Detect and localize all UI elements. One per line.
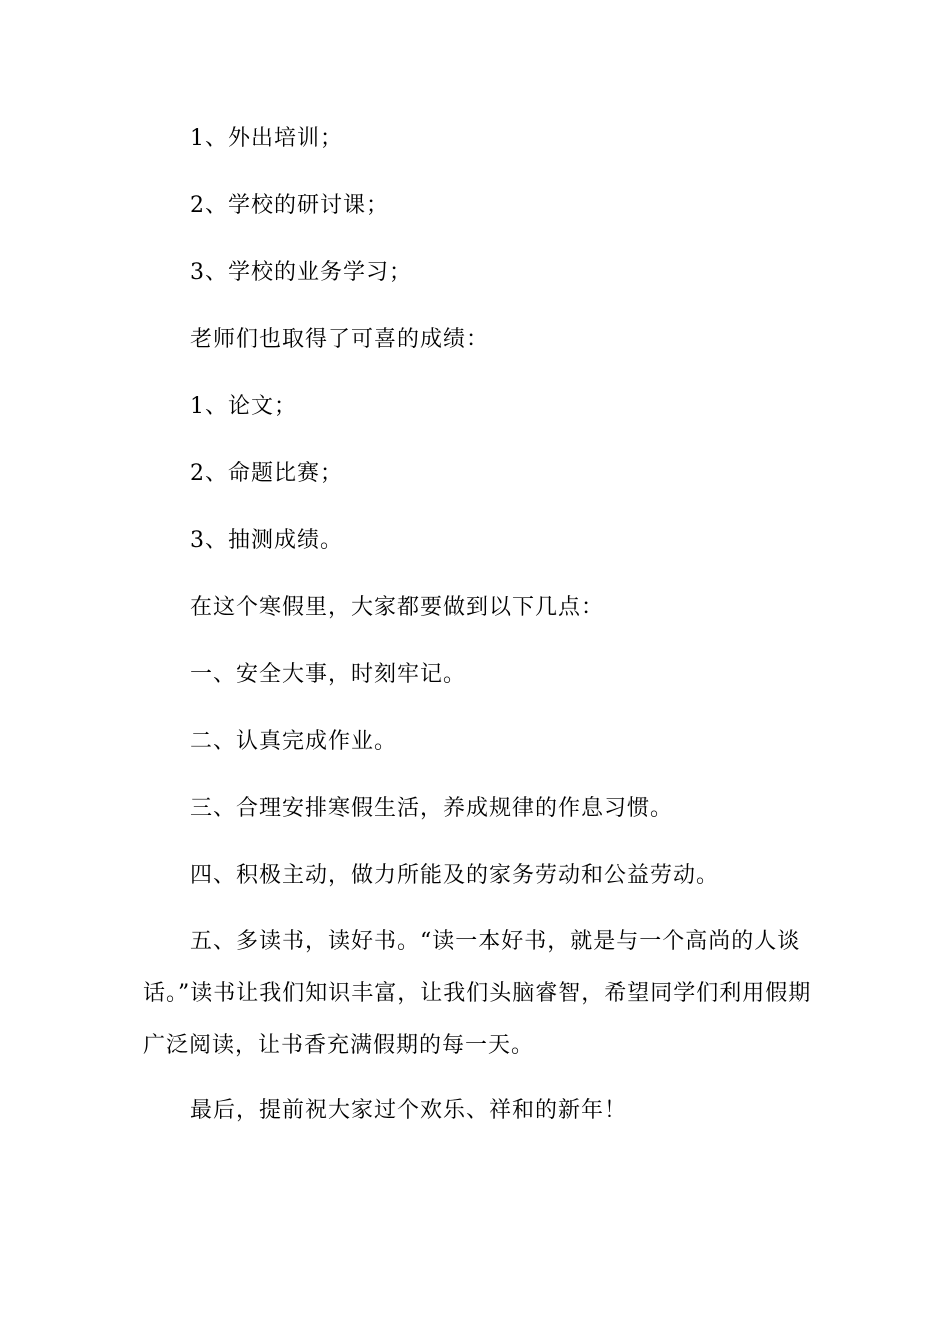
achievements-heading: 老师们也取得了可喜的成绩： — [190, 327, 490, 352]
list-item-study: 3、学校的业务学习； — [190, 260, 412, 285]
list-item-contest: 2、命题比赛； — [190, 461, 343, 486]
list-item-training: 1、外出培训； — [190, 126, 343, 151]
point-homework: 二、认真完成作业。 — [190, 729, 398, 754]
list-item-papers: 1、论文； — [190, 394, 297, 419]
point-chores: 四、积极主动，做力所能及的家务劳动和公益劳动。 — [190, 863, 720, 888]
point-safety: 一、安全大事，时刻牢记。 — [190, 662, 467, 687]
list-item-seminar: 2、学校的研讨课； — [190, 193, 389, 218]
closing-wishes: 最后，提前祝大家过个欢乐、祥和的新年！ — [190, 1098, 628, 1123]
list-item-tests: 3、抽测成绩。 — [190, 528, 343, 553]
point-schedule: 三、合理安排寒假生活，养成规律的作息习惯。 — [190, 796, 674, 821]
point-reading-paragraph: 五、多读书，读好书。“读一本好书，就是与一个高尚的人谈话。”读书让我们知识丰富，让我们头脑睿智，希望同学们利用假期广泛阅读，让书香充满假期的每一天。 — [143, 929, 812, 1058]
holiday-intro: 在这个寒假里，大家都要做到以下几点： — [190, 595, 605, 620]
